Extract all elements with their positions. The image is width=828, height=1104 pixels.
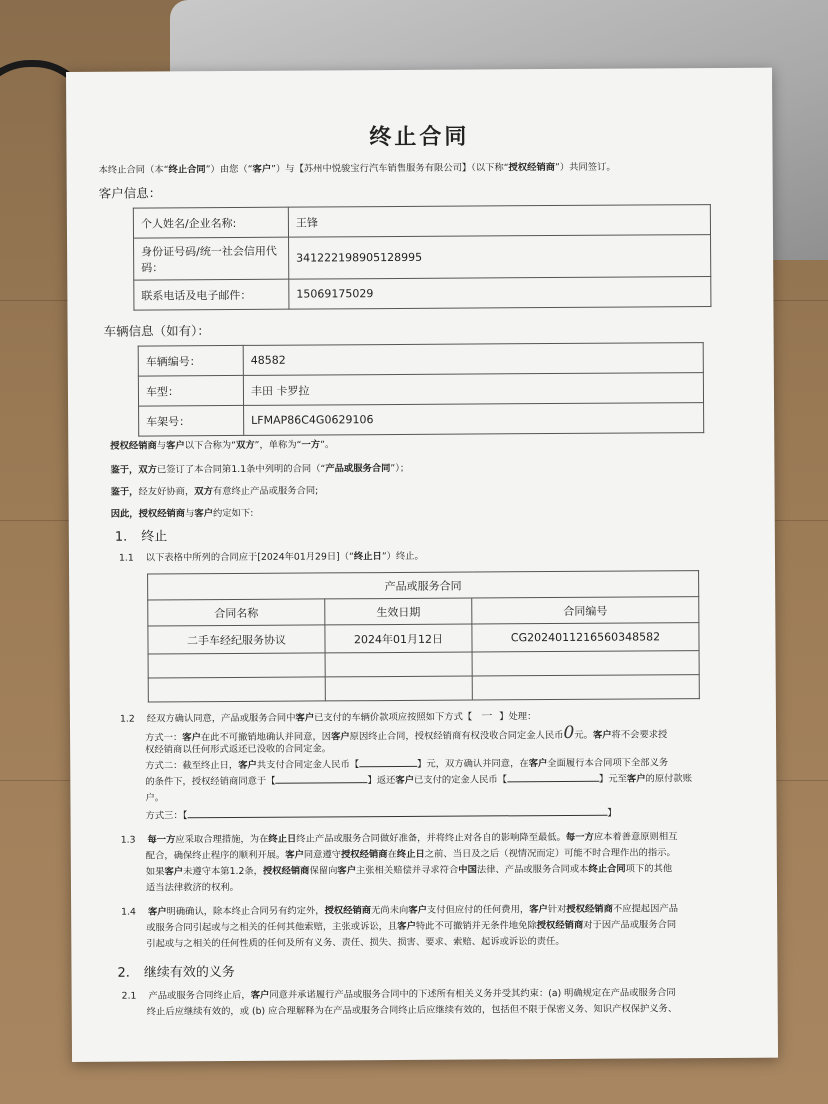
row-label: 联系电话及电子邮件：: [134, 279, 289, 310]
cell-date: 2024年01月12日: [325, 624, 472, 653]
clause-1-4-line2: 或服务合同引起或与之相关的任何其他索赔，主张或诉讼，且客户特此不可撤销并无条件地免除授权经销商对于因产品或服务合同: [146, 919, 677, 934]
row-value: 15069175029: [289, 277, 711, 310]
clause-1-2-method3: 方式三：【 】: [145, 807, 617, 822]
table-row-empty: [148, 651, 699, 678]
cell-number: CG20240112165603485​82: [472, 623, 699, 652]
row-label: 个人姓名/企业名称:: [133, 207, 288, 238]
table-row: [148, 623, 699, 654]
page-title: 终止合同: [369, 124, 470, 151]
clause-1-2-line1: 1.2 经双方确认同意，产品或服务合同中客户已支付的车辆价款项应按照如下方式【 一 】处理：: [119, 709, 537, 725]
clause-1-2-method1: 方式一：客户在此不可撤销地确认并同意，因客户原因终止合同，授权经销商有权没收合同定金人民币0元。客户将不会要求授: [145, 722, 668, 744]
clause-1-3-line4: 适当法律救济的权利。: [145, 881, 240, 894]
row-label: 车辆编号：: [138, 345, 243, 376]
customer-row-id: [134, 235, 711, 281]
row-value: 48582: [243, 343, 703, 376]
table-caption: 产品或服务合同: [148, 571, 699, 600]
header-number: 合同编号: [472, 597, 699, 624]
vehicle-row-model: [138, 373, 703, 406]
table-header-row: [148, 597, 699, 626]
whereas-1: 鉴于，双方已签订了本合同第1.1条中列明的合同（“产品或服务合同”）；: [110, 462, 410, 476]
clause-1-3-line3: 如果客户未遵守本第1.2条，授权经销商保留向客户主张相关赔偿并寻求符合中国法律、产品或服务合同或本终止合同项下的其他: [145, 863, 673, 878]
customer-row-name: [133, 205, 710, 239]
contract-paper: [66, 68, 778, 1062]
row-value: 王锋: [288, 205, 710, 238]
clause-2-1: 2.1 产品或服务合同终止后，客户同意并承诺履行产品或服务合同中的下述所有相关义务并受其约束：(a) 明确规定在产品或服务合同: [121, 987, 676, 1002]
vehicle-info-heading: 车辆信息（如有）：: [103, 323, 210, 339]
parties-definition: 授权经销商与客户以下合称为“双方”，单称为“一方”。: [110, 439, 335, 452]
clause-1-4: 1.4 客户明确确认，除本终止合同另有约定外，授权经销商无尚未向客户支付但应付的任何费用，客户针对授权经销商不应提起因产品: [121, 903, 679, 918]
header-date: 生效日期: [325, 598, 472, 625]
customer-info-table: [133, 204, 712, 311]
customer-info-heading: 客户信息：: [98, 185, 162, 201]
row-value: 丰田 卡罗拉: [243, 373, 703, 406]
clause-1-2-method2: 方式二：截至终止日，客户共支付合同定金人民币【 】元，双方确认并同意，在客户全面履行本合同项下全部义务: [145, 757, 669, 772]
clause-2-1-line2: 终止后应继续有效的，或 (b) 应合理解释为在产品或服务合同终止后应继续有效的，包括但不限于保密义务、知识产权保护义务、: [146, 1003, 678, 1018]
section-2-heading: 2. 继续有效的义务: [117, 964, 235, 981]
vehicle-info-table: [138, 342, 705, 436]
row-label: 车架号：: [139, 405, 244, 436]
handwritten-choice: 一: [480, 709, 492, 723]
therefore-clause: 因此，授权经销商与客户约定如下:: [110, 507, 254, 520]
vehicle-row-vin: [139, 403, 704, 436]
section-1-heading: 1. 终止: [114, 529, 168, 545]
customer-row-contact: [134, 277, 711, 311]
contract-table: [147, 570, 700, 702]
row-value: 341222198905128995: [289, 235, 711, 280]
row-value: LFMAP86C4G0629106: [244, 403, 704, 436]
table-row-empty: [148, 675, 699, 702]
whereas-2: 鉴于，经友好协商，双方有意终止产品或服务合同;: [110, 485, 319, 498]
cell-name: 二手车经纪服务协议: [148, 625, 325, 654]
clause-1-1: 1.1 以下表格中所列的合同应于[2024年01月29日]（“终止日”）终止。: [118, 550, 424, 564]
clause-1-3: 1.3 每一方应采取合理措施，为在终止日终止产品或服务合同做好准备，并将终止对各自的影响降至最低。每一方应本着善意原则相互: [120, 831, 678, 846]
header-name: 合同名称: [148, 599, 325, 626]
clause-1-2-method1-cont: 权经销商以任何形式返还已没收的合同定金。: [145, 743, 332, 756]
vehicle-row-number: [138, 343, 703, 376]
clause-1-2-method2-end: 户。: [145, 792, 165, 804]
clause-1-2-method2-cont: 的条件下，授权经销商同意于【 】返还客户已支付的定金人民币【 】元至客户的原付款账: [145, 773, 693, 788]
intro-paragraph: 本终止合同（本“终止合同”）由您（“客户”）与【苏州中悦骏宝行汽车销售服务有限公司】（以下称“授权经销商”）共同签订。: [98, 161, 616, 176]
handwritten-amount: 0: [563, 722, 575, 743]
clause-1-3-line2: 配合，确保终止程序的顺利开展。客户同意遵守授权经销商在终止日之前、当日及之后（视情况而定）可能不时合理作出的指示。: [145, 847, 676, 862]
clause-1-4-line3: 引起或与之相关的任何性质的任何及所有义务、责任、损失、损害、要求、索赔、起诉或诉讼的责任。: [146, 935, 565, 950]
row-label: 车型：: [138, 375, 243, 406]
row-label: 身份证号码/统一社会信用代码：: [134, 237, 289, 280]
